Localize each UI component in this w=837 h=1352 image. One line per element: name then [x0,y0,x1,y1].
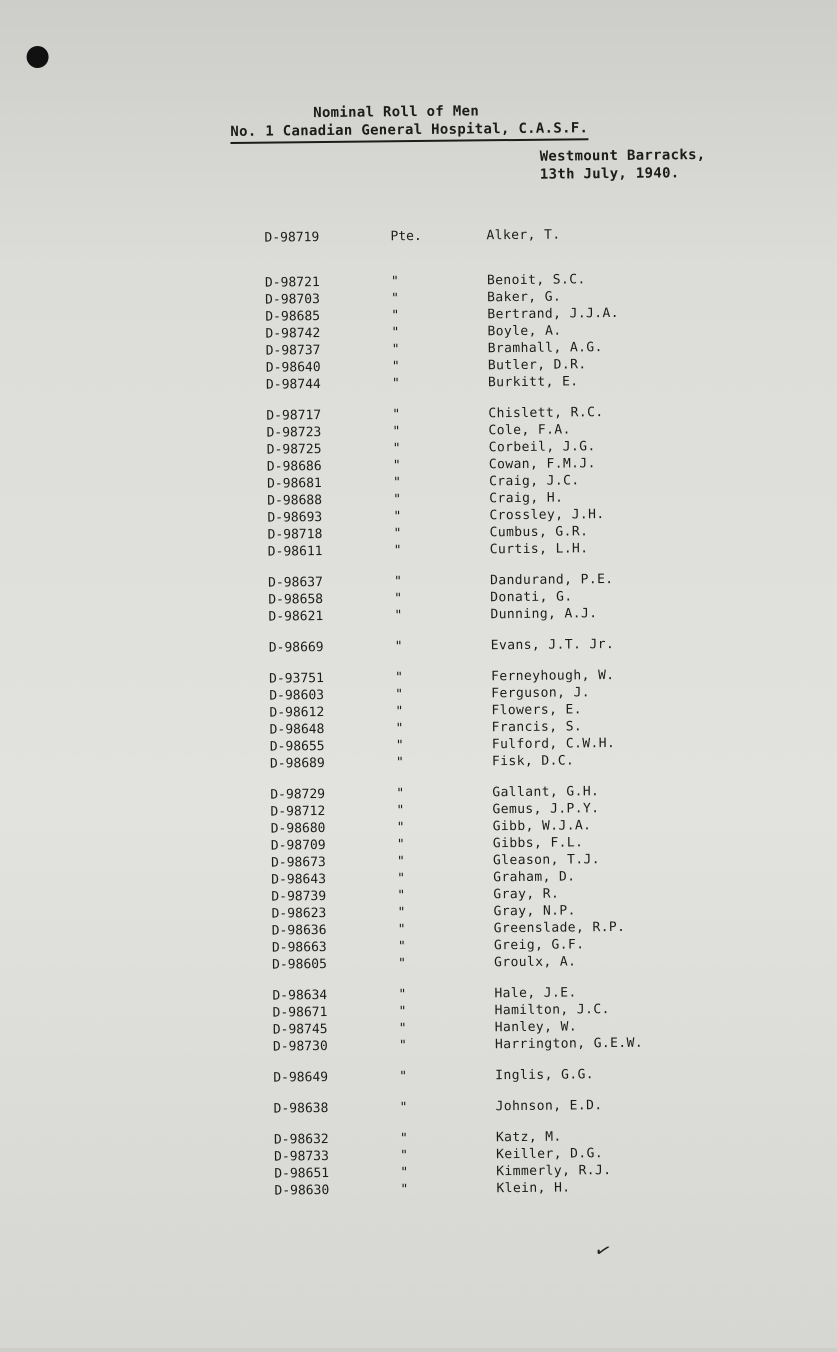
soldier-name: Corbeil, J.G. [488,439,596,456]
rank: " [398,1038,407,1054]
rank: " [392,458,401,474]
soldier-name: Keiller, D.G. [496,1146,604,1163]
service-number: D-98634 [272,988,328,1004]
soldier-name: Flowers, E. [491,702,583,719]
soldier-name: Cole, F.A. [488,422,571,439]
soldier-name: Dandurand, P.E. [490,571,614,589]
service-number: D-98730 [272,1039,328,1055]
rank: " [396,786,405,802]
soldier-name: Gray, R. [493,886,560,903]
service-number: D-93751 [269,671,324,687]
rank: " [399,1131,408,1147]
service-number: D-98723 [266,425,322,441]
service-number: D-98669 [268,640,324,656]
service-number: D-98637 [268,575,323,591]
rank: " [394,639,403,655]
rank: " [392,475,401,491]
soldier-name: Groulx, A. [494,954,577,971]
service-number: D-98658 [268,592,324,608]
service-number: D-98721 [264,275,320,291]
soldier-name: Ferguson, J. [491,685,591,702]
roll-group [264,225,704,247]
service-number: D-98651 [274,1166,330,1182]
soldier-name: Fulford, C.W.H. [491,735,616,753]
rank: " [396,854,405,870]
soldier-name: Donati, G. [490,589,573,606]
punch-hole [26,46,48,68]
soldier-name: Francis, S. [491,719,583,736]
service-number: D-98655 [269,739,325,755]
rank: " [393,509,402,525]
rank: " [398,987,407,1003]
roll-group [269,666,710,773]
rank: " [391,342,400,358]
rank: " [399,1069,408,1085]
rank: " [397,939,406,955]
nominal-roll-list [264,225,714,1214]
rank: " [393,526,402,542]
soldier-name: Craig, H. [489,490,564,507]
soldier-name: Katz, M. [495,1129,562,1146]
rank: " [391,376,400,392]
document-title: Nominal Roll of Men [313,103,480,122]
soldier-name: Alker, T. [486,227,561,244]
rank: " [399,1100,408,1116]
rank: " [395,670,404,686]
soldier-name: Cowan, F.M.J. [488,456,596,473]
roll-group [274,1096,714,1118]
service-number: D-98712 [270,804,326,820]
rank: " [394,591,403,607]
soldier-name: Curtis, L.H. [489,541,589,558]
service-number: D-98681 [266,476,322,492]
service-number: D-98605 [272,957,327,973]
soldier-name: Fisk, D.C. [491,753,575,770]
service-number: D-98648 [269,722,325,738]
rank: " [394,608,403,624]
rank: " [400,1148,409,1164]
roll-entry [266,372,706,394]
service-number: D-98685 [265,309,321,325]
unit-name: No. 1 Canadian General Hospital, C.A.S.F. [230,120,588,144]
service-number: D-98640 [265,360,321,376]
soldier-name: Hanley, W. [494,1019,578,1036]
soldier-name: Butler, D.R. [487,357,587,374]
service-number: D-98643 [271,872,327,888]
soldier-name: Craig, J.C. [488,473,580,490]
rank: " [395,738,404,754]
service-number: D-98703 [265,292,321,308]
soldier-name: Chislett, R.C. [488,405,604,422]
soldier-name: Kimmerly, R.J. [496,1163,612,1180]
service-number: D-98671 [272,1005,328,1021]
rank: " [393,492,402,508]
service-number: D-98729 [270,787,326,803]
rank: " [396,820,405,836]
handwritten-tick-mark: ✓ [592,1236,614,1265]
roll-group [268,570,709,626]
roll-entry [268,539,708,561]
document-date: 13th July, 1940. [539,165,680,183]
rank: " [400,1182,409,1198]
rank: " [395,755,404,771]
rank: " [397,922,406,938]
rank: " [395,704,404,720]
service-number: D-98725 [266,442,322,458]
roll-entry [274,1178,714,1200]
roll-entry [272,952,712,974]
roll-group [266,403,708,561]
rank: " [397,871,406,887]
service-number: D-98739 [271,889,327,905]
service-number: D-98718 [267,527,323,543]
roll-entry [268,604,708,626]
service-number: D-98680 [270,821,326,837]
soldier-name: Hale, J.E. [494,985,577,1002]
rank: " [400,1165,409,1181]
roll-entry [269,635,709,657]
rank: " [398,956,406,972]
service-number: D-98686 [266,459,322,475]
service-number: D-98673 [270,855,326,871]
service-number: D-98742 [265,326,321,342]
soldier-name: Klein, H. [496,1180,571,1197]
soldier-name: Gibb, W.J.A. [492,818,592,835]
service-number: D-98709 [270,838,326,854]
rank: " [392,441,401,457]
rank: Pte. [390,228,422,245]
rank: " [395,721,404,737]
service-number: D-98663 [271,940,327,956]
service-number: D-98636 [271,923,327,939]
roll-entry [273,1034,713,1056]
roll-entry [270,751,710,773]
rank: " [398,1004,407,1020]
soldier-name: Greig, G.F. [493,937,585,954]
rank: " [392,424,401,440]
soldier-name: Gallant, G.H. [492,784,600,801]
roll-group [273,1065,713,1087]
rank: " [391,359,400,375]
service-number: D-98689 [269,756,325,772]
soldier-name: Gray, N.P. [493,903,576,920]
rank: " [397,888,406,904]
service-number: D-98719 [264,230,320,246]
roll-group [274,1127,715,1200]
soldier-name: Gibbs, F.L. [492,835,584,852]
soldier-name: Gemus, J.P.Y. [492,801,600,818]
service-number: D-98733 [274,1149,329,1165]
roll-entry [274,1096,714,1118]
rank: " [393,543,402,559]
soldier-name: Graham, D. [493,869,576,886]
service-number: D-98638 [273,1101,329,1117]
rank: " [396,803,405,819]
roll-entry [273,1065,713,1087]
rank: " [394,574,402,590]
service-number: D-98649 [273,1070,329,1086]
service-number: D-98632 [273,1132,329,1148]
roll-entry [264,225,704,247]
service-number: D-98744 [265,377,321,393]
rank: " [390,274,399,290]
soldier-name: Gleason, T.J. [492,852,601,869]
roll-group [270,782,712,974]
soldier-name: Baker, G. [487,289,562,306]
soldier-name: Evans, J.T. Jr. [490,636,615,654]
rank: " [391,325,400,341]
soldier-name: Hamilton, J.C. [494,1002,610,1019]
service-number: D-98630 [274,1183,330,1199]
service-number: D-98717 [266,408,322,424]
service-number: D-98688 [267,493,323,509]
service-number: D-98693 [267,510,323,526]
soldier-name: Benoit, S.C. [486,272,586,289]
rank: " [391,291,400,307]
soldier-name: Ferneyhough, W. [491,667,615,685]
rank: " [392,407,401,423]
rank: " [396,837,405,853]
service-number: D-98623 [271,906,327,922]
service-number: D-98612 [269,705,325,721]
rank: " [395,687,404,703]
service-number: D-98737 [265,343,321,359]
service-number: D-98745 [272,1022,328,1038]
service-number: D-98621 [268,609,324,625]
service-number: D-98603 [269,688,325,704]
soldier-name: Boyle, A. [487,323,562,340]
soldier-name: Greenslade, R.P. [493,919,626,937]
soldier-name: Bertrand, J.J.A. [487,305,620,323]
roll-group [265,270,706,394]
soldier-name: Bramhall, A.G. [487,340,603,357]
soldier-name: Burkitt, E. [487,374,579,391]
rank: " [391,308,400,324]
rank: " [398,1021,407,1037]
soldier-name: Dunning, A.J. [490,606,598,623]
soldier-name: Inglis, G.G. [495,1067,595,1084]
soldier-name: Crossley, J.H. [489,507,605,524]
soldier-name: Harrington, G.E.W. [494,1035,644,1053]
service-number: D-98611 [267,544,323,560]
roll-group [272,983,713,1056]
roll-group [269,635,709,657]
location: Westmount Barracks, [539,147,706,165]
soldier-name: Johnson, E.D. [495,1098,603,1115]
rank: " [397,905,406,921]
soldier-name: Cumbus, G.R. [489,524,589,541]
